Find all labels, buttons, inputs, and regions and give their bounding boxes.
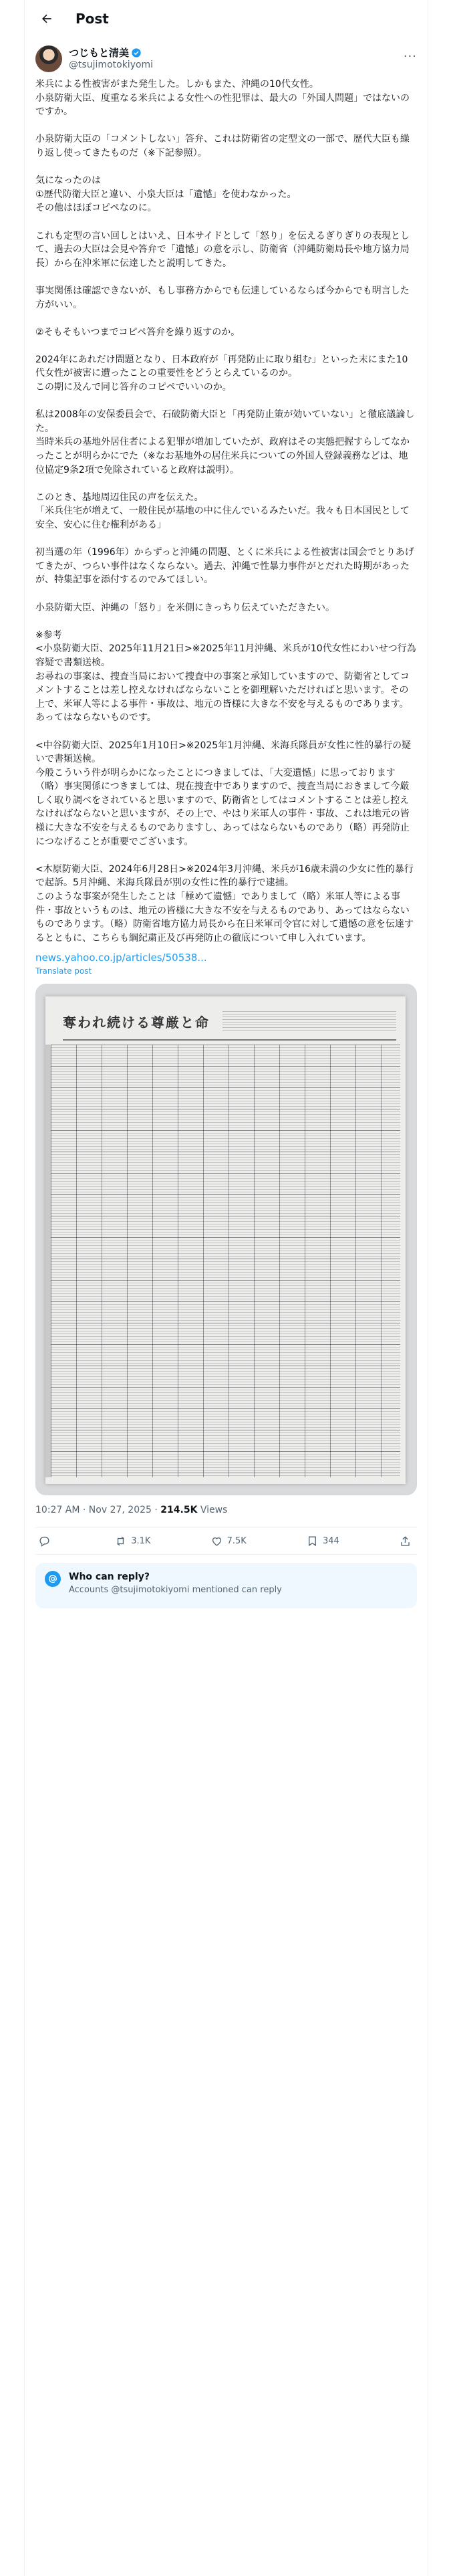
author-row [25, 37, 428, 72]
verified-badge-icon [131, 47, 142, 58]
avatar[interactable] [35, 45, 62, 72]
who-can-reply-subtitle: Accounts @tsujimotokiyomi mentioned can reply [69, 1585, 282, 1596]
reply-button[interactable] [38, 1535, 55, 1547]
post-image[interactable] [35, 984, 417, 1495]
more-options-icon[interactable]: ··· [403, 49, 417, 64]
newspaper-subheading-lines [222, 1011, 396, 1031]
heart-icon [210, 1535, 223, 1547]
repost-count: 3.1K [131, 1536, 151, 1547]
reply-icon [38, 1535, 51, 1547]
author-handle[interactable]: @tsujimotokiyomi [69, 60, 154, 70]
bookmark-count: 344 [322, 1536, 339, 1547]
post-column [24, 0, 428, 2576]
newspaper-headline: 奪われ続ける尊厳と命 [63, 1014, 210, 1031]
newspaper-headline-band [63, 1003, 396, 1041]
back-button[interactable] [35, 7, 58, 30]
author-name-row[interactable] [69, 47, 153, 59]
post-header [25, 0, 428, 37]
at-sign-icon [45, 1571, 61, 1587]
bookmark-icon [306, 1535, 319, 1547]
author-names [69, 47, 153, 71]
repost-icon [114, 1535, 127, 1547]
post-timestamp[interactable]: 10:27 AM · Nov 27, 2025 · [35, 1505, 161, 1516]
views-label: Views [197, 1505, 228, 1516]
newspaper-edge [45, 1045, 51, 1477]
like-button[interactable] [210, 1535, 247, 1547]
action-bar [25, 1528, 428, 1554]
who-can-reply-notice [35, 1563, 417, 1608]
share-icon [399, 1535, 412, 1547]
article-link[interactable]: news.yahoo.co.jp/articles/50538... [35, 952, 207, 964]
arrow-left-icon [40, 12, 53, 25]
post-text: 米兵による性被害がまた発生した。しかもまた、沖縄の10代女性。 小泉防衛大臣、度重なる米兵による女性への性犯罪は、最大の「外国人問題」ではないのですか。 小泉防衛大臣の「コメントしない」答弁、これは防衛省の定型文の一部で、歴代大臣も繰り返し使ってきたものだ（※下記参照）。 気になったのは ①歴代防衛大臣と違い、小泉大臣は「遺憾」を使わなかった。 その他はほぼコピペなのに。 これも定型の言い回しとはいえ、日本サイドとして「怒り」を伝えるぎりぎりの表現として、過去の大臣は会見や答弁で「遺憾」の意を示し、防衛省（沖縄防衛局長や地方協力局長）から在沖米軍に伝達したと説明してきた。 事実関係は確認できないが、もし事務方からでも伝達しているならば今からでも明言した方がいい。 ②そもそもいつまでコピペ答弁を繰り返すのか。 2024年にあれだけ問題となり、日本政府が「再発防止に取り組む」といった末にまた10代女性が被害に遭ったことの重要性をどうとらえているのか。 この期に及んで同じ答弁のコピペでいいのか。 私は2008年の安保委員会で、石破防衛大臣と「再発防止策が効いていない」と徹底議論した。 当時米兵の基地外居住者による犯罪が増加していたが、政府はその実態把握すらしてなかったことが明らかにでた（※なお基地外の居住米兵についての外国人登録義務などは、地位協定9条2項で免除されていると政府は説明）。 このとき、基地周辺住民の声を伝えた。 「米兵住宅が増えて、一般住民が基地の中に住んでいるみたいだ。我々も日本国民として安全、安心に住む権利がある」 初当選の年（1996年）からずっと沖縄の問題、とくに米兵による性被害は国会でとりあげてきたが、つらい事件はなくならない。過去、沖縄で性暴力事件がとだれた時期があったが、特集記事を添付するのでみてほしい。 小泉防衛大臣、沖縄の「怒り」を米側にきっちり伝えていただきたい。 ※参考 <小泉防衛大臣、2025年11月21日>※2025年11月沖縄、米兵が10代女性にわいせつ行為容疑で書類送検。 お尋ねの事案は、捜査当局において捜査中の事案と承知していますので、防衛省としてコメントすることは差し控えなければならないことを御理解いただければと思います。その上で、米軍人等による事件・事故は、地元の皆様に大きな不安を与えるものであります。あってはならないものです。 <中谷防衛大臣、2025年1月10日>※2025年1月沖縄、米海兵隊員が女性に性的暴行の疑いで書類送検。 今般こういう件が明らかになったことにつきましては、「大変遺憾」に思っております（略）事実関係につきましては、現在捜査中でありますので、捜査当局におきまして今厳しく取り調べをされていると思いますので、防衛省としてはコメントすることは差し控えなければならないと思いますが、その上で、やはり米軍人の事件・事故、これは地元の皆様に大きな不安を与えるものでありますし、あってはならないものであり（略）再発防止につなげることが重要でございます。 <木原防衛大臣、2024年6月28日>※2024年3月沖縄、米兵が16歳未満の少女に性的暴行で起訴。5月沖縄、米海兵隊員が別の女性に性的暴行で逮捕。 このような事案が発生したことは「極めて遺憾」でありまして（略）米軍人等による事件・事故というものは、地元の皆様に大きな不安を与えるものであり、あってはならないものであります。（略）防衛省地方協力局長から在日米軍司令官に対して遺憾の意を伝達するとともに、こちらも綱紀粛正及び再発防止の徹底について申し入れています。 [35, 79, 416, 944]
page-title: Post [76, 11, 109, 27]
newspaper-text-columns [51, 1045, 400, 1477]
repost-button[interactable] [114, 1535, 150, 1547]
views-count: 214.5K [160, 1505, 198, 1516]
who-can-reply-title: Who can reply? [69, 1572, 150, 1583]
who-can-reply-text [69, 1571, 282, 1596]
translate-post-link[interactable]: Translate post [35, 966, 92, 976]
share-button[interactable] [399, 1535, 412, 1547]
post-meta [25, 1495, 428, 1518]
bookmark-button[interactable] [306, 1535, 339, 1547]
divider [35, 1554, 417, 1555]
author-name[interactable]: つじもと清美 [69, 47, 130, 59]
like-count: 7.5K [227, 1536, 247, 1547]
newspaper-page-image [45, 996, 406, 1484]
